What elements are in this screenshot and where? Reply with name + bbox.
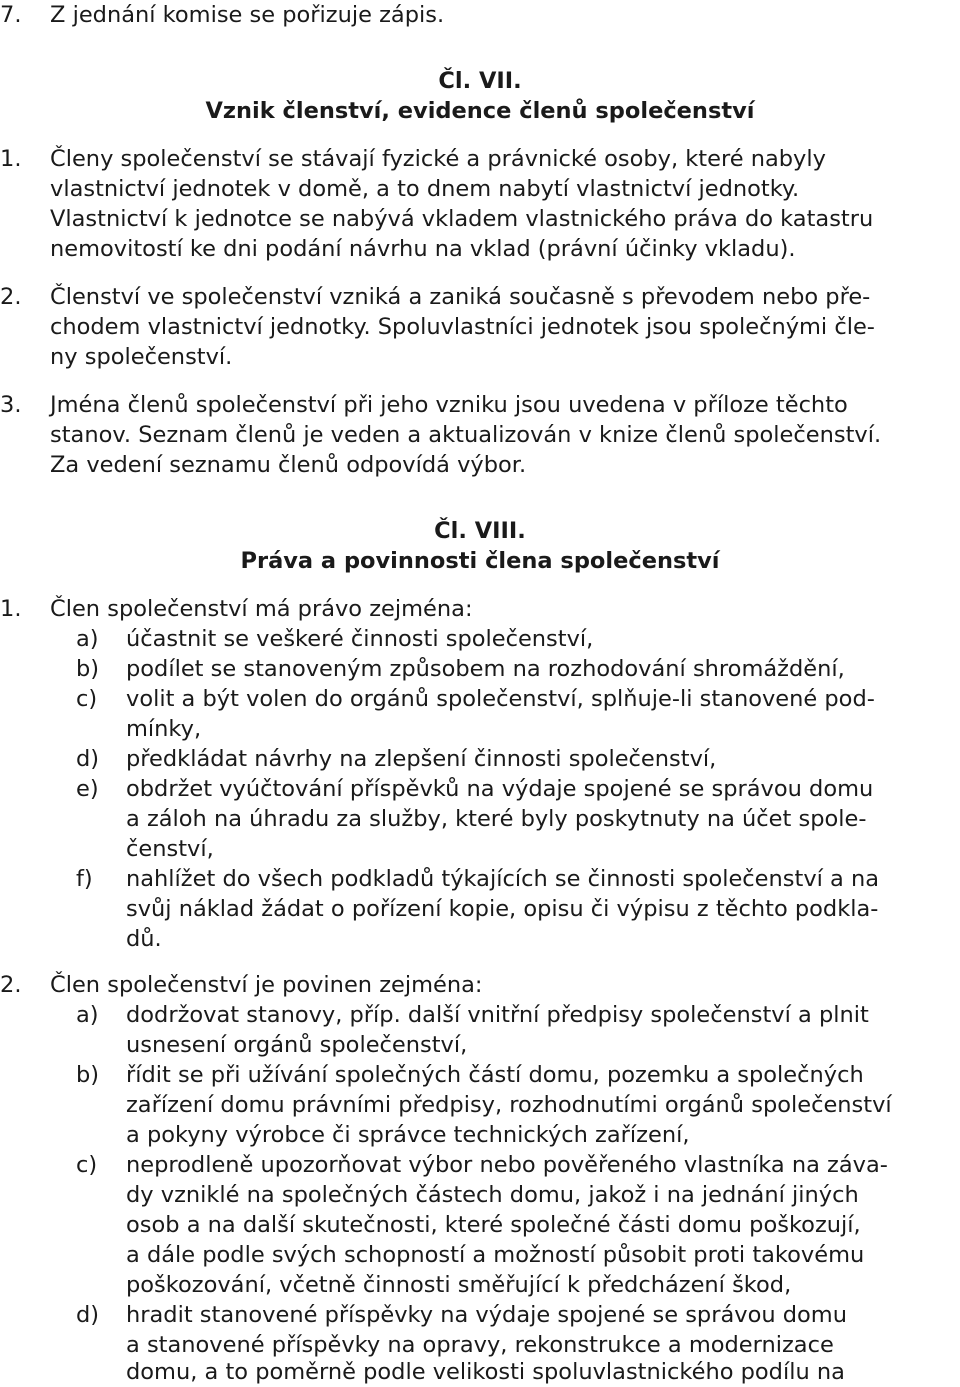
list-item-label: c) (76, 686, 98, 712)
list-item-line: domu, a to poměrně podle velikosti spoluvlastnického podílu na (126, 1359, 845, 1385)
list-item-line: řídit se při užívání společných částí domu, pozemku a společných (126, 1062, 864, 1088)
list-item-label: d) (76, 746, 100, 772)
list-item-line: předkládat návrhy na zlepšení činnosti společenství, (126, 746, 717, 772)
article-title: Práva a povinnosti člena společenství (240, 548, 720, 574)
paragraph-line: ny společenství. (50, 344, 233, 370)
paragraph-line: Člen společenství má právo zejména: (50, 596, 473, 622)
list-item-line: mínky, (126, 716, 202, 742)
list-item-line: a stanovené příspěvky na opravy, rekonstrukce a modernizace (126, 1332, 834, 1358)
list-item-line: čenství, (126, 836, 214, 862)
paragraph-number: 1. (0, 596, 22, 622)
list-item-label: b) (76, 656, 100, 682)
list-item-line: a pokyny výrobce či správce technických zařízení, (126, 1122, 690, 1148)
paragraph-line: nemovitostí ke dni podání návrhu na vklad (právní účinky vkladu). (50, 236, 796, 262)
list-item-label: a) (76, 1002, 99, 1028)
article-number: Čl. VIII. (434, 518, 526, 544)
list-item-line: dodržovat stanovy, příp. další vnitřní předpisy společenství a plnit (126, 1002, 869, 1028)
list-item-line: osob a na další skutečnosti, které společné části domu poškozují, (126, 1212, 861, 1238)
paragraph-line: Členství ve společenství vzniká a zaniká současně s převodem nebo pře- (50, 284, 871, 310)
paragraph-line: Člen společenství je povinen zejména: (50, 972, 483, 998)
paragraph-number: 1. (0, 146, 22, 172)
paragraph-line: Vlastnictví k jednotce se nabývá vkladem vlastnického práva do katastru (50, 206, 874, 232)
list-item-line: dy vzniklé na společných částech domu, jakož i na jednání jiných (126, 1182, 859, 1208)
list-item-label: a) (76, 626, 99, 652)
article-number: Čl. VII. (438, 68, 522, 94)
list-item-line: účastnit se veškeré činnosti společenství, (126, 626, 594, 652)
list-item-line: volit a být volen do orgánů společenství, splňuje-li stanovené pod- (126, 686, 875, 712)
list-item-line: podílet se stanoveným způsobem na rozhodování shromáždění, (126, 656, 845, 682)
list-item-line: poškozování, včetně činnosti směřující k předcházení škod, (126, 1272, 792, 1298)
paragraph-number: 3. (0, 392, 22, 418)
paragraph-line: Jména členů společenství při jeho vzniku jsou uvedena v příloze těchto (50, 392, 848, 418)
list-item-line: zařízení domu právními předpisy, rozhodnutími orgánů společenství (126, 1092, 892, 1118)
paragraph-number: 2. (0, 284, 22, 310)
list-item-label: d) (76, 1302, 100, 1328)
list-item-line: nahlížet do všech podkladů týkajících se činnosti společenství a na (126, 866, 880, 892)
list-item-line: svůj náklad žádat o pořízení kopie, opisu či výpisu z těchto podkla- (126, 896, 879, 922)
list-item-label: c) (76, 1152, 98, 1178)
list-item-label: f) (76, 866, 93, 892)
list-item-line: obdržet vyúčtování příspěvků na výdaje spojené se správou domu (126, 776, 874, 802)
article-title: Vznik členství, evidence členů společenství (205, 98, 755, 124)
list-item-line: a dále podle svých schopností a možností působit proti takovému (126, 1242, 865, 1268)
list-item-label: e) (76, 776, 99, 802)
paragraph-line: Za vedení seznamu členů odpovídá výbor. (50, 452, 527, 478)
list-item-line: usnesení orgánů společenství, (126, 1032, 468, 1058)
item-number: 7. (0, 2, 22, 28)
list-item-line: hradit stanovené příspěvky na výdaje spojené se správou domu (126, 1302, 847, 1328)
paragraph-line: Členy společenství se stávají fyzické a právnické osoby, které nabyly (50, 146, 826, 172)
list-item-line: neprodleně upozorňovat výbor nebo pověřeného vlastníka na záva- (126, 1152, 888, 1178)
paragraph-line: Z jednání komise se pořizuje zápis. (50, 2, 445, 28)
paragraph-line: chodem vlastnictví jednotky. Spoluvlastníci jednotek jsou společnými čle- (50, 314, 875, 340)
list-item-line: a záloh na úhradu za služby, které byly poskytnuty na účet spole- (126, 806, 867, 832)
paragraph-line: vlastnictví jednotek v domě, a to dnem nabytí vlastnictví jednotky. (50, 176, 800, 202)
paragraph-number: 2. (0, 972, 22, 998)
list-item-label: b) (76, 1062, 100, 1088)
paragraph-line: stanov. Seznam členů je veden a aktualizován v knize členů společenství. (50, 422, 882, 448)
list-item-line: dů. (126, 926, 162, 952)
